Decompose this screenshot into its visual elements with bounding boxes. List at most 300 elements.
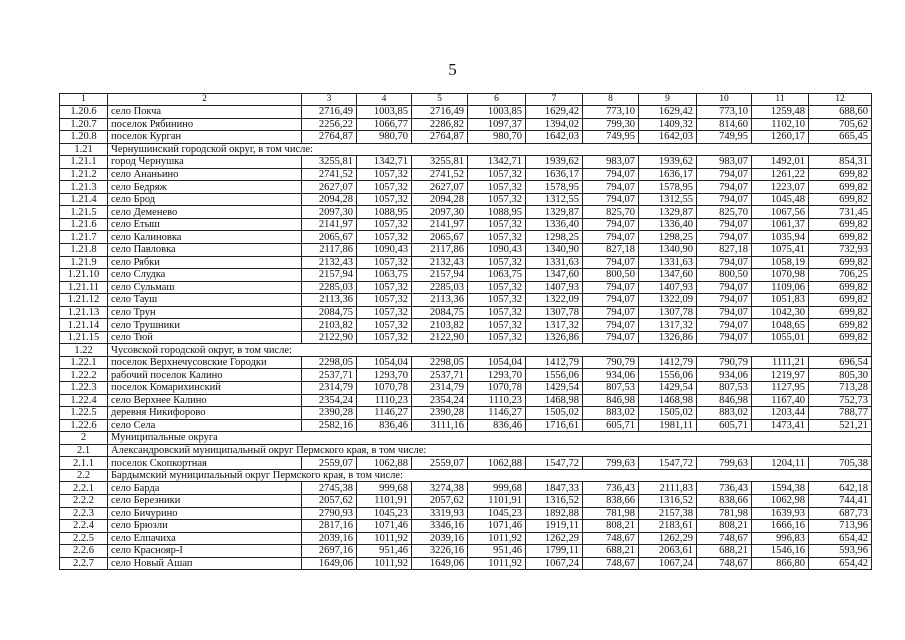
value-cell: 794,07 — [697, 331, 752, 344]
column-header: 2 — [108, 94, 302, 106]
value-cell: 1939,62 — [639, 156, 697, 169]
value-cell: 1057,32 — [468, 193, 526, 206]
value-cell: 1412,79 — [639, 356, 697, 369]
table-row — [60, 494, 872, 507]
value-cell: 1167,40 — [752, 394, 809, 407]
value-cell: 2285,03 — [412, 281, 468, 294]
value-cell: 1057,32 — [468, 181, 526, 194]
value-cell: 1051,83 — [752, 294, 809, 307]
row-code: 1.21.2 — [60, 168, 108, 181]
value-cell: 748,67 — [583, 557, 639, 570]
value-cell: 1298,25 — [639, 231, 697, 244]
value-cell: 1556,06 — [526, 369, 583, 382]
value-cell: 2065,67 — [302, 231, 357, 244]
locality-name: село Елпачиха — [108, 532, 302, 545]
value-cell: 688,21 — [697, 545, 752, 558]
locality-name: рабочий поселок Калино — [108, 369, 302, 382]
value-cell: 773,10 — [583, 106, 639, 119]
value-cell: 705,38 — [809, 457, 872, 470]
value-cell: 1057,32 — [357, 294, 412, 307]
value-cell: 593,96 — [809, 545, 872, 558]
value-cell: 807,53 — [697, 382, 752, 395]
value-cell: 1111,21 — [752, 356, 809, 369]
value-cell: 1326,86 — [526, 331, 583, 344]
value-cell: 2183,61 — [639, 520, 697, 533]
locality-name: село Тауш — [108, 294, 302, 307]
table-row — [60, 419, 872, 432]
value-cell: 2537,71 — [302, 369, 357, 382]
value-cell: 1101,91 — [468, 494, 526, 507]
locality-name: село Новый Ашап — [108, 557, 302, 570]
value-cell: 713,28 — [809, 382, 872, 395]
value-cell: 699,82 — [809, 168, 872, 181]
value-cell: 2157,94 — [302, 269, 357, 282]
value-cell: 1057,32 — [468, 281, 526, 294]
locality-name: село Брюзли — [108, 520, 302, 533]
table-row — [60, 231, 872, 244]
value-cell: 1061,37 — [752, 218, 809, 231]
value-cell: 846,98 — [697, 394, 752, 407]
row-code: 2.2.4 — [60, 520, 108, 533]
value-cell: 642,18 — [809, 482, 872, 495]
value-cell: 1067,24 — [639, 557, 697, 570]
value-cell: 1057,32 — [468, 168, 526, 181]
value-cell: 1070,98 — [752, 269, 809, 282]
value-cell: 699,82 — [809, 218, 872, 231]
row-code: 1.21.14 — [60, 319, 108, 332]
value-cell: 794,07 — [583, 168, 639, 181]
value-cell: 2141,97 — [302, 218, 357, 231]
row-code: 1.21 — [60, 143, 108, 156]
value-cell: 3111,16 — [412, 419, 468, 432]
column-header: 10 — [697, 94, 752, 106]
value-cell: 794,07 — [583, 331, 639, 344]
value-cell: 1919,11 — [526, 520, 583, 533]
value-cell: 883,02 — [697, 407, 752, 420]
section-title: Чернушинский городской округ, в том числе: — [108, 143, 872, 156]
table-row — [60, 407, 872, 420]
value-cell: 799,30 — [583, 118, 639, 131]
locality-name: село Деменево — [108, 206, 302, 219]
table-row — [60, 306, 872, 319]
value-cell: 1075,41 — [752, 244, 809, 257]
value-cell: 665,45 — [809, 131, 872, 144]
page-number: 5 — [448, 60, 457, 79]
value-cell: 699,82 — [809, 294, 872, 307]
value-cell: 2157,38 — [639, 507, 697, 520]
value-cell: 2057,62 — [302, 494, 357, 507]
value-cell: 2084,75 — [412, 306, 468, 319]
column-header: 3 — [302, 94, 357, 106]
value-cell: 1312,55 — [639, 193, 697, 206]
table-row — [60, 106, 872, 119]
row-code: 1.21.6 — [60, 218, 108, 231]
value-cell: 2039,16 — [302, 532, 357, 545]
value-cell: 1045,23 — [357, 507, 412, 520]
value-cell: 1223,07 — [752, 181, 809, 194]
column-header: 11 — [752, 94, 809, 106]
value-cell: 688,60 — [809, 106, 872, 119]
value-cell: 1102,10 — [752, 118, 809, 131]
section-row — [60, 432, 872, 445]
value-cell: 699,82 — [809, 181, 872, 194]
value-cell: 1101,91 — [357, 494, 412, 507]
row-code: 1.20.6 — [60, 106, 108, 119]
locality-name: село Покча — [108, 106, 302, 119]
value-cell: 1642,03 — [639, 131, 697, 144]
value-cell: 794,07 — [697, 281, 752, 294]
value-cell: 521,21 — [809, 419, 872, 432]
value-cell: 794,07 — [583, 218, 639, 231]
table-row — [60, 520, 872, 533]
row-code: 2.2.6 — [60, 545, 108, 558]
value-cell: 854,31 — [809, 156, 872, 169]
locality-name: село Слудка — [108, 269, 302, 282]
row-code: 1.22.2 — [60, 369, 108, 382]
value-cell: 699,82 — [809, 193, 872, 206]
value-cell: 846,98 — [583, 394, 639, 407]
value-cell: 1090,43 — [468, 244, 526, 257]
value-cell: 1062,88 — [357, 457, 412, 470]
value-cell: 799,63 — [697, 457, 752, 470]
value-cell: 807,53 — [583, 382, 639, 395]
value-cell: 1042,30 — [752, 306, 809, 319]
value-cell: 794,07 — [583, 231, 639, 244]
value-cell: 999,68 — [468, 482, 526, 495]
value-cell: 1045,23 — [468, 507, 526, 520]
value-cell: 2286,82 — [412, 118, 468, 131]
value-cell: 794,07 — [697, 319, 752, 332]
table-row — [60, 507, 872, 520]
locality-name: город Чернушка — [108, 156, 302, 169]
value-cell: 2559,07 — [412, 457, 468, 470]
value-cell: 2817,16 — [302, 520, 357, 533]
row-code: 1.21.1 — [60, 156, 108, 169]
value-cell: 794,07 — [583, 306, 639, 319]
value-cell: 1070,78 — [357, 382, 412, 395]
value-cell: 1317,32 — [639, 319, 697, 332]
value-cell: 1057,32 — [468, 256, 526, 269]
value-cell: 688,21 — [583, 545, 639, 558]
row-code: 1.20.8 — [60, 131, 108, 144]
table-row — [60, 269, 872, 282]
value-cell: 2103,82 — [412, 319, 468, 332]
value-cell: 654,42 — [809, 557, 872, 570]
row-code: 1.22.6 — [60, 419, 108, 432]
value-cell: 2298,05 — [412, 356, 468, 369]
value-cell: 2132,43 — [412, 256, 468, 269]
column-header: 12 — [809, 94, 872, 106]
value-cell: 1429,54 — [639, 382, 697, 395]
value-cell: 1057,32 — [357, 319, 412, 332]
table-row — [60, 118, 872, 131]
row-code: 2.1 — [60, 444, 108, 457]
value-cell: 2741,52 — [302, 168, 357, 181]
table-row — [60, 394, 872, 407]
value-cell: 2298,05 — [302, 356, 357, 369]
value-cell: 1329,87 — [526, 206, 583, 219]
table-row — [60, 218, 872, 231]
value-cell: 2113,36 — [412, 294, 468, 307]
locality-name: поселок Верхнечусовские Городки — [108, 356, 302, 369]
locality-name: село Бичурино — [108, 507, 302, 520]
value-cell: 1342,71 — [357, 156, 412, 169]
value-cell: 1062,98 — [752, 494, 809, 507]
value-cell: 838,66 — [583, 494, 639, 507]
table-row — [60, 244, 872, 257]
value-cell: 749,95 — [583, 131, 639, 144]
value-cell: 1307,78 — [526, 306, 583, 319]
value-cell: 1054,04 — [468, 356, 526, 369]
row-code: 1.21.7 — [60, 231, 108, 244]
value-cell: 794,07 — [583, 294, 639, 307]
row-code: 2.1.1 — [60, 457, 108, 470]
value-cell: 731,45 — [809, 206, 872, 219]
locality-name: село Краснояр-I — [108, 545, 302, 558]
value-cell: 2039,16 — [412, 532, 468, 545]
row-code: 2.2.7 — [60, 557, 108, 570]
value-cell: 2097,30 — [412, 206, 468, 219]
value-cell: 1336,40 — [639, 218, 697, 231]
row-code: 1.21.11 — [60, 281, 108, 294]
value-cell: 2716,49 — [302, 106, 357, 119]
value-cell: 3319,93 — [412, 507, 468, 520]
value-cell: 1394,02 — [526, 118, 583, 131]
value-cell: 1336,40 — [526, 218, 583, 231]
value-cell: 1322,09 — [639, 294, 697, 307]
value-cell: 836,46 — [357, 419, 412, 432]
value-cell: 1057,32 — [357, 331, 412, 344]
value-cell: 1057,32 — [357, 218, 412, 231]
section-title: Муниципальные округа — [108, 432, 872, 445]
locality-name: село Ананьино — [108, 168, 302, 181]
value-cell: 2103,82 — [302, 319, 357, 332]
value-cell: 1110,23 — [468, 394, 526, 407]
value-cell: 1293,70 — [468, 369, 526, 382]
row-code: 1.21.5 — [60, 206, 108, 219]
tariff-table — [59, 93, 872, 570]
value-cell: 2716,49 — [412, 106, 468, 119]
value-cell: 1636,17 — [526, 168, 583, 181]
section-row — [60, 344, 872, 357]
table-row — [60, 319, 872, 332]
value-cell: 749,95 — [697, 131, 752, 144]
value-cell: 1127,95 — [752, 382, 809, 395]
value-cell: 2582,16 — [302, 419, 357, 432]
value-cell: 1057,32 — [468, 231, 526, 244]
row-code: 1.21.10 — [60, 269, 108, 282]
value-cell: 696,54 — [809, 356, 872, 369]
value-cell: 1146,27 — [357, 407, 412, 420]
value-cell: 2764,87 — [302, 131, 357, 144]
value-cell: 838,66 — [697, 494, 752, 507]
value-cell: 1629,42 — [639, 106, 697, 119]
value-cell: 980,70 — [468, 131, 526, 144]
table-row — [60, 557, 872, 570]
value-cell: 1316,52 — [639, 494, 697, 507]
value-cell: 1317,32 — [526, 319, 583, 332]
value-cell: 1340,90 — [526, 244, 583, 257]
table-row — [60, 168, 872, 181]
value-cell: 1066,77 — [357, 118, 412, 131]
row-code: 2 — [60, 432, 108, 445]
table-row — [60, 532, 872, 545]
value-cell: 1578,95 — [639, 181, 697, 194]
value-cell: 748,67 — [697, 557, 752, 570]
value-cell: 1003,85 — [468, 106, 526, 119]
value-cell: 2094,28 — [412, 193, 468, 206]
value-cell: 1057,32 — [357, 181, 412, 194]
locality-name: село Тюй — [108, 331, 302, 344]
value-cell: 3346,16 — [412, 520, 468, 533]
value-cell: 1203,44 — [752, 407, 809, 420]
row-code: 2.2.3 — [60, 507, 108, 520]
value-cell: 2122,90 — [412, 331, 468, 344]
value-cell: 794,07 — [697, 256, 752, 269]
value-cell: 2559,07 — [302, 457, 357, 470]
value-cell: 1409,32 — [639, 118, 697, 131]
row-code: 1.21.3 — [60, 181, 108, 194]
value-cell: 836,46 — [468, 419, 526, 432]
locality-name: село Села — [108, 419, 302, 432]
value-cell: 1505,02 — [639, 407, 697, 420]
value-cell: 1546,16 — [752, 545, 809, 558]
value-cell: 1639,93 — [752, 507, 809, 520]
value-cell: 1342,71 — [468, 156, 526, 169]
value-cell: 1556,06 — [639, 369, 697, 382]
value-cell: 1326,86 — [639, 331, 697, 344]
value-cell: 1057,32 — [468, 218, 526, 231]
row-code: 1.21.13 — [60, 306, 108, 319]
value-cell: 2063,61 — [639, 545, 697, 558]
value-cell: 1468,98 — [526, 394, 583, 407]
value-cell: 773,10 — [697, 106, 752, 119]
value-cell: 1110,23 — [357, 394, 412, 407]
value-cell: 999,68 — [357, 482, 412, 495]
value-cell: 1260,17 — [752, 131, 809, 144]
value-cell: 2157,94 — [412, 269, 468, 282]
row-code: 1.21.12 — [60, 294, 108, 307]
locality-name: поселок Комарихинский — [108, 382, 302, 395]
value-cell: 1048,65 — [752, 319, 809, 332]
row-code: 1.22.3 — [60, 382, 108, 395]
value-cell: 825,70 — [583, 206, 639, 219]
table-row — [60, 457, 872, 470]
section-title: Чусовской городской округ, в том числе: — [108, 344, 872, 357]
table-row — [60, 281, 872, 294]
value-cell: 3255,81 — [412, 156, 468, 169]
value-cell: 2097,30 — [302, 206, 357, 219]
section-title: Александровский муниципальный округ Пермского края, в том числе: — [108, 444, 872, 457]
value-cell: 1057,32 — [357, 231, 412, 244]
row-code: 1.21.9 — [60, 256, 108, 269]
value-cell: 1063,75 — [357, 269, 412, 282]
value-cell: 2537,71 — [412, 369, 468, 382]
row-code: 1.22.1 — [60, 356, 108, 369]
value-cell: 605,71 — [697, 419, 752, 432]
column-header: 8 — [583, 94, 639, 106]
value-cell: 1011,92 — [468, 557, 526, 570]
value-cell: 1219,97 — [752, 369, 809, 382]
value-cell: 1262,29 — [526, 532, 583, 545]
value-cell: 2741,52 — [412, 168, 468, 181]
table-body — [60, 106, 872, 570]
table-row — [60, 206, 872, 219]
value-cell: 883,02 — [583, 407, 639, 420]
value-cell: 1331,63 — [526, 256, 583, 269]
locality-name: поселок Скопкортная — [108, 457, 302, 470]
value-cell: 794,07 — [583, 193, 639, 206]
value-cell: 794,07 — [583, 281, 639, 294]
value-cell: 699,82 — [809, 331, 872, 344]
column-header: 5 — [412, 94, 468, 106]
value-cell: 3274,38 — [412, 482, 468, 495]
row-code: 2.2.5 — [60, 532, 108, 545]
table-row — [60, 369, 872, 382]
table-header-row — [60, 94, 872, 106]
value-cell: 1011,92 — [357, 557, 412, 570]
table-row — [60, 331, 872, 344]
value-cell: 699,82 — [809, 306, 872, 319]
locality-name: село Барда — [108, 482, 302, 495]
value-cell: 1057,32 — [357, 306, 412, 319]
value-cell: 1629,42 — [526, 106, 583, 119]
locality-name: поселок Рябинино — [108, 118, 302, 131]
value-cell: 808,21 — [697, 520, 752, 533]
value-cell: 605,71 — [583, 419, 639, 432]
value-cell: 827,18 — [583, 244, 639, 257]
value-cell: 736,43 — [583, 482, 639, 495]
value-cell: 788,77 — [809, 407, 872, 420]
value-cell: 951,46 — [357, 545, 412, 558]
value-cell: 1070,78 — [468, 382, 526, 395]
value-cell: 814,60 — [697, 118, 752, 131]
value-cell: 1204,11 — [752, 457, 809, 470]
value-cell: 1062,88 — [468, 457, 526, 470]
value-cell: 1799,11 — [526, 545, 583, 558]
locality-name: поселок Курган — [108, 131, 302, 144]
value-cell: 1412,79 — [526, 356, 583, 369]
value-cell: 1088,95 — [468, 206, 526, 219]
row-code: 2.2 — [60, 469, 108, 482]
value-cell: 805,30 — [809, 369, 872, 382]
value-cell: 744,41 — [809, 494, 872, 507]
value-cell: 1057,32 — [468, 331, 526, 344]
value-cell: 1578,95 — [526, 181, 583, 194]
value-cell: 827,18 — [697, 244, 752, 257]
value-cell: 705,62 — [809, 118, 872, 131]
table-row — [60, 156, 872, 169]
value-cell: 800,50 — [583, 269, 639, 282]
value-cell: 3255,81 — [302, 156, 357, 169]
value-cell: 2745,38 — [302, 482, 357, 495]
value-cell: 790,79 — [697, 356, 752, 369]
locality-name: село Трун — [108, 306, 302, 319]
value-cell: 2764,87 — [412, 131, 468, 144]
value-cell: 794,07 — [583, 319, 639, 332]
value-cell: 2117,86 — [412, 244, 468, 257]
value-cell: 1057,32 — [357, 168, 412, 181]
value-cell: 699,82 — [809, 281, 872, 294]
value-cell: 1045,48 — [752, 193, 809, 206]
locality-name: село Калиновка — [108, 231, 302, 244]
value-cell: 781,98 — [583, 507, 639, 520]
section-row — [60, 444, 872, 457]
value-cell: 1067,56 — [752, 206, 809, 219]
value-cell: 1298,25 — [526, 231, 583, 244]
value-cell: 1054,04 — [357, 356, 412, 369]
value-cell: 1063,75 — [468, 269, 526, 282]
